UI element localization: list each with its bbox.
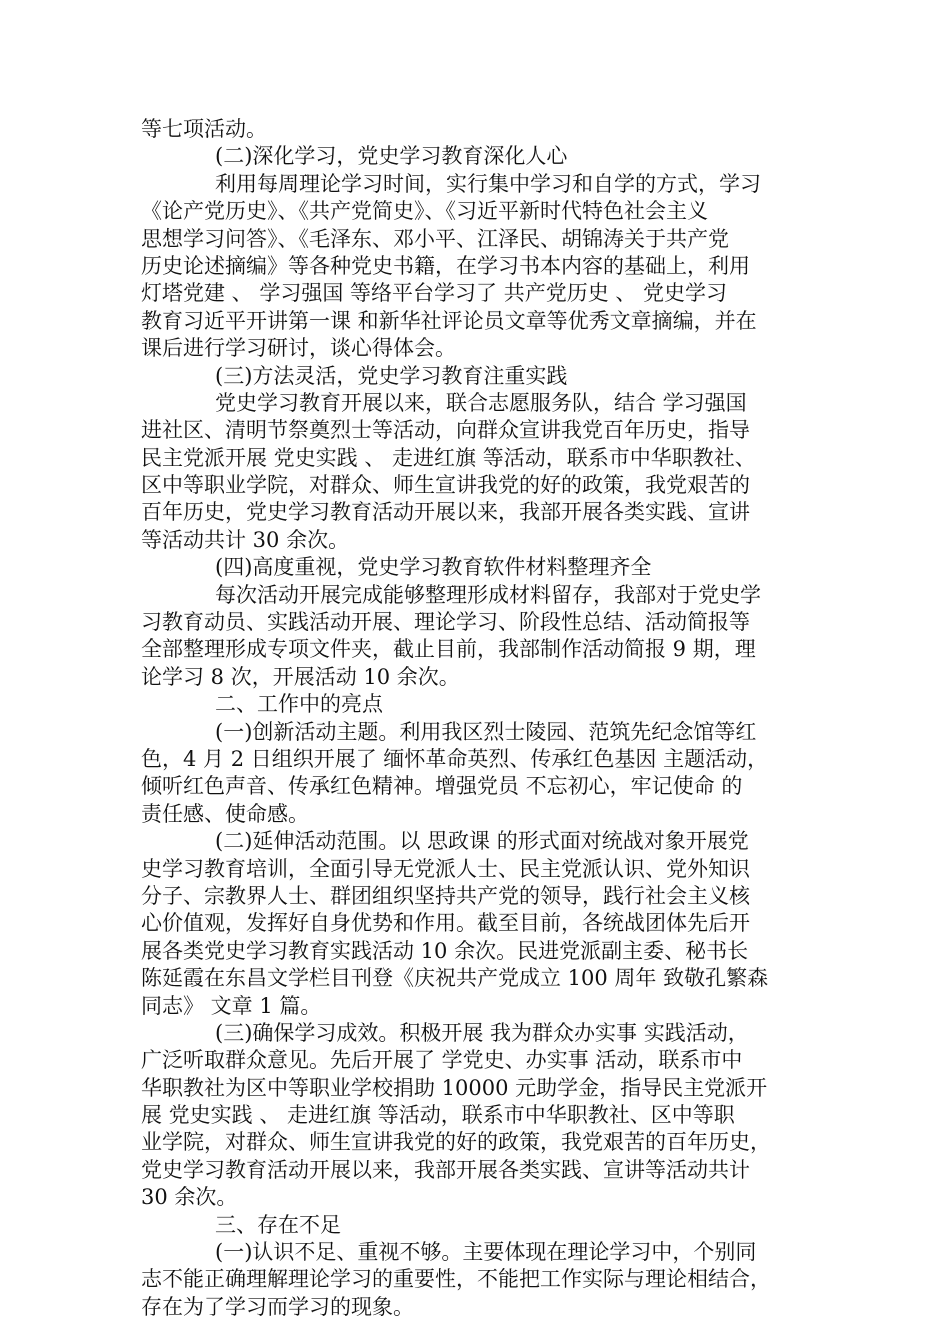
text-line: 全部整理形成专项文件夹，截止目前，我部制作活动简报 9 期，理 bbox=[141, 637, 756, 662]
text-line: 广泛听取群众意见。先后开展了 学党史、办实事 活动，联系市中 bbox=[141, 1048, 743, 1073]
text-line: 思想学习问答》、《毛泽东、邓小平、江泽民、胡锦涛关于共产党 bbox=[141, 226, 729, 251]
text-line: 百年历史，党史学习教育活动开展以来，我部开展各类实践、宣讲 bbox=[141, 500, 750, 525]
section-heading: 三、存在不足 bbox=[215, 1212, 341, 1237]
text-line: 陈延霞在东昌文学栏目刊登《庆祝共产党成立 100 周年 致敬孔繁森 bbox=[141, 966, 769, 991]
text-line: 历史论述摘编》等各种党史书籍，在学习书本内容的基础上，利用 bbox=[141, 253, 750, 278]
text-line: 习教育动员、实践活动开展、理论学习、阶段性总结、活动简报等 bbox=[141, 610, 750, 635]
text-line: 民主党派开展 党史实践 、 走进红旗 等活动，联系市中华职教社、 bbox=[141, 445, 756, 470]
text-line: 责任感、使命感。 bbox=[141, 801, 309, 826]
subsection-heading: (四)高度重视，党史学习教育软件材料整理齐全 bbox=[215, 555, 652, 580]
text-line: 党史学习教育开展以来，联合志愿服务队，结合 学习强国 bbox=[215, 390, 747, 415]
text-line: 存在为了学习而学习的现象。 bbox=[141, 1294, 414, 1319]
text-line: 业学院，对群众、师生宣讲我党的好的政策，我党艰苦的百年历史， bbox=[141, 1130, 771, 1155]
text-line: (三)确保学习成效。积极开展 我为群众办实事 实践活动， bbox=[215, 1020, 749, 1045]
text-line: 分子、宗教界人士、群团组织坚持共产党的领导，践行社会主义核 bbox=[141, 883, 750, 908]
text-line: 色，4 月 2 日组织开展了 缅怀革命英烈、传承红色基因 主题活动， bbox=[141, 746, 769, 771]
section-heading: 二、工作中的亮点 bbox=[215, 692, 383, 717]
text-line: (二)延伸活动范围。以 思政课 的形式面对统战对象开展党 bbox=[215, 829, 749, 854]
text-line: 利用每周理论学习时间，实行集中学习和自学的方式，学习 bbox=[215, 171, 761, 196]
text-line: 每次活动开展完成能够整理形成材料留存，我部对于党史学 bbox=[215, 582, 761, 607]
text-line: 课后进行学习研讨，谈心得体会。 bbox=[141, 336, 456, 361]
text-line: 华职教社为区中等职业学校捐助 10000 元助学金，指导民主党派开 bbox=[141, 1075, 768, 1100]
text-line: 心价值观，发挥好自身优势和作用。截至目前，各统战团体先后开 bbox=[141, 911, 750, 936]
text-line: 史学习教育培训，全面引导无党派人士、民主党派认识、党外知识 bbox=[141, 856, 750, 881]
text-line: 党史学习教育活动开展以来，我部开展各类实践、宣讲等活动共计 bbox=[141, 1157, 750, 1182]
text-line: (一)创新活动主题。利用我区烈士陵园、范筑先纪念馆等红 bbox=[215, 719, 757, 744]
subsection-heading: (三)方法灵活，党史学习教育注重实践 bbox=[215, 363, 568, 388]
subsection-heading: (二)深化学习，党史学习教育深化人心 bbox=[215, 144, 568, 169]
document-body bbox=[141, 116, 831, 1321]
text-line: 展各类党史学习教育实践活动 10 余次。民进党派副主委、秘书长 bbox=[141, 938, 749, 963]
text-line: 灯塔党建 、 学习强国 等络平台学习了 共产党历史 、 党史学习 bbox=[141, 281, 728, 306]
text-line: 教育习近平开讲第一课 和新华社评论员文章等优秀文章摘编，并在 bbox=[141, 308, 757, 333]
text-line: 《论产党历史》、《共产党简史》、《习近平新时代特色社会主义 bbox=[141, 199, 708, 224]
text-line: 论学习 8 次，开展活动 10 余次。 bbox=[141, 664, 460, 689]
text-line: 等七项活动。 bbox=[141, 117, 267, 141]
text-line: 等活动共计 30 余次。 bbox=[141, 527, 350, 552]
text-line: 区中等职业学院，对群众、师生宣讲我党的好的政策，我党艰苦的 bbox=[141, 473, 750, 498]
text-line: 倾听红色声音、传承红色精神。增强党员 不忘初心，牢记使命 的 bbox=[141, 774, 743, 799]
text-line: 进社区、清明节祭奠烈士等活动，向群众宣讲我党百年历史，指导 bbox=[141, 418, 750, 443]
text-line: 同志》 文章 1 篇。 bbox=[141, 993, 322, 1018]
text-line: (一)认识不足、重视不够。主要体现在理论学习中，个别同 bbox=[215, 1240, 757, 1265]
text-line: 展 党史实践 、 走进红旗 等活动，联系市中华职教社、区中等职 bbox=[141, 1103, 735, 1128]
text-line: 30 余次。 bbox=[141, 1185, 238, 1210]
text-line: 志不能正确理解理论学习的重要性，不能把工作实际与理论相结合， bbox=[141, 1267, 771, 1292]
